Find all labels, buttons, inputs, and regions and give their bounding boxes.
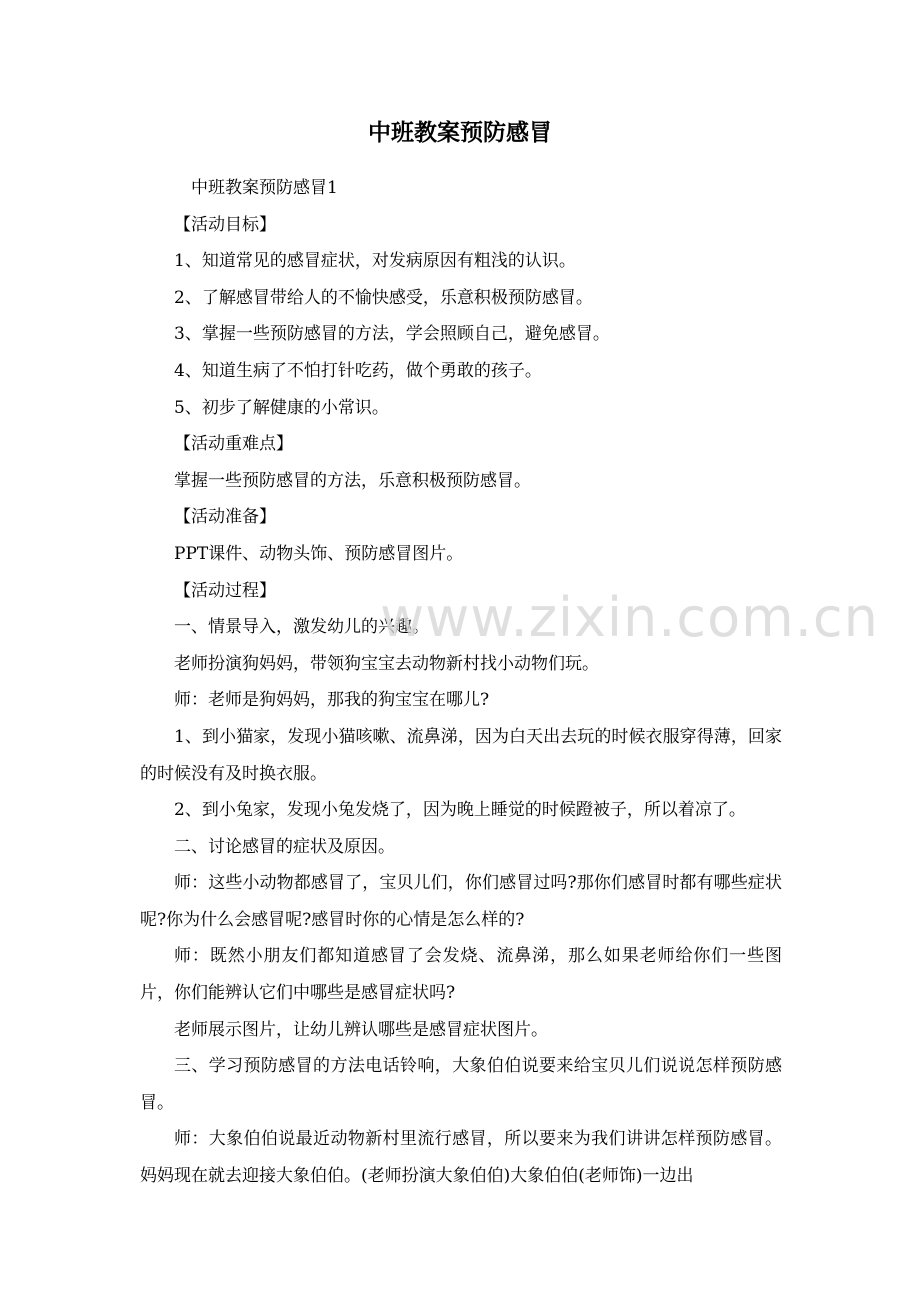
- paragraph: 1、到小猫家，发现小猫咳嗽、流鼻涕，因为白天出去玩的时候衣服穿得薄，回家的时候没有及时换衣服。: [140, 726, 782, 784]
- goal-item-3: 3、掌握一些预防感冒的方法，学会照顾自己，避免感冒。: [174, 324, 610, 345]
- goal-item-2: 2、了解感冒带给人的不愉快感受，乐意积极预防感冒。: [174, 287, 593, 308]
- document-title: 中班教案预防感冒: [368, 120, 552, 146]
- paragraph: 老师扮演狗妈妈，带领狗宝宝去动物新村找小动物们玩。: [174, 653, 599, 674]
- process-step-2: 二、讨论感冒的症状及原因。: [174, 836, 395, 857]
- process-step-3: 三、学习预防感冒的方法电话铃响，大象伯伯说要来给宝贝儿们说说怎样预防感冒。: [140, 1056, 782, 1113]
- paragraph: 师：这些小动物都感冒了，宝贝儿们，你们感冒过吗?那你们感冒时都有哪些症状呢?你为什么会感冒呢?感冒时你的心情是怎么样的?: [140, 873, 782, 930]
- paragraph: 师：老师是狗妈妈，那我的狗宝宝在哪儿?: [174, 690, 490, 711]
- process-step-1: 一、情景导入，激发幼儿的兴趣。: [174, 617, 429, 638]
- paragraph: 老师展示图片，让幼儿辨认哪些是感冒症状图片。: [174, 1019, 548, 1040]
- heading-process: 【活动过程】: [174, 580, 276, 601]
- section-subtitle: 中班教案预防感冒1: [191, 178, 338, 198]
- goal-item-5: 5、初步了解健康的小常识。: [174, 397, 389, 418]
- goal-item-1: 1、知道常见的感冒症状，对发病原因有粗浅的认识。: [174, 251, 576, 272]
- goal-item-4: 4、知道生病了不怕打针吃药，做个勇敢的孩子。: [174, 360, 542, 381]
- preparation-text: PPT课件、动物头饰、预防感冒图片。: [174, 543, 464, 564]
- paragraph: 师：大象伯伯说最近动物新村里流行感冒，所以要来为我们讲讲怎样预防感冒。妈妈现在就去迎接大象伯伯。(老师扮演大象伯伯)大象伯伯(老师饰)一边出: [140, 1129, 782, 1187]
- key-points-text: 掌握一些预防感冒的方法，乐意积极预防感冒。: [174, 470, 531, 491]
- paragraph: 师：既然小朋友们都知道感冒了会发烧、流鼻涕，那么如果老师给你们一些图片，你们能辨认它们中哪些是感冒症状吗?: [140, 946, 782, 1004]
- heading-activity-goals: 【活动目标】: [174, 214, 276, 235]
- paragraph: 2、到小兔家，发现小兔发烧了，因为晚上睡觉的时候蹬被子，所以着凉了。: [174, 800, 746, 821]
- heading-preparation: 【活动准备】: [174, 507, 276, 528]
- heading-key-points: 【活动重难点】: [174, 434, 293, 455]
- document-body: [140, 170, 782, 1195]
- watermark: www.zixin.com.cn: [380, 586, 879, 649]
